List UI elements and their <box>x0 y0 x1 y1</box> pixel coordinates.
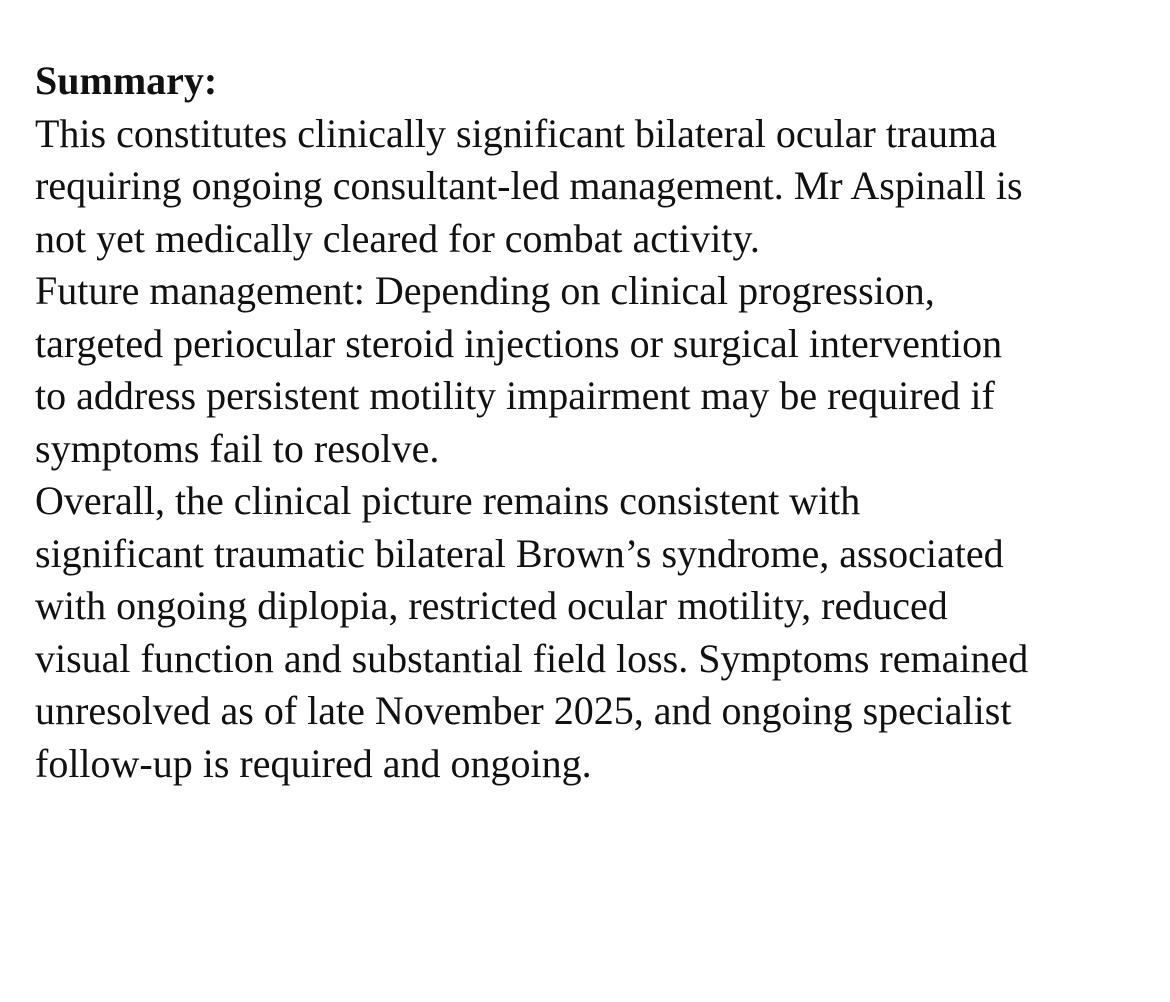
text-line: significant traumatic bilateral Brown’s syndrome, associated <box>35 530 1004 576</box>
summary-heading: Summary: <box>35 58 218 103</box>
text-line: with ongoing diplopia, restricted ocular motility, reduced <box>35 583 948 628</box>
text-line: unresolved as of late November 2025, and ongoing specialist <box>35 688 1012 733</box>
text-line: follow-up is required and ongoing. <box>35 740 592 786</box>
text-line: not yet medically cleared for combat activity. <box>35 215 760 261</box>
paragraph-overall-picture <box>35 475 1165 790</box>
paragraph-trauma-assessment <box>35 108 1165 266</box>
text-line: targeted periocular steroid injections or surgical intervention <box>35 320 1003 366</box>
document-body <box>35 55 1165 790</box>
text-line: to address persistent motility impairment may be required if <box>35 373 995 418</box>
text-line: Overall, the clinical picture remains consistent with <box>35 478 861 523</box>
text-line: symptoms fail to resolve. <box>35 425 440 471</box>
text-line: requiring ongoing consultant-led management. Mr Aspinall is <box>35 163 1023 208</box>
text-line: Future management: Depending on clinical progression, <box>35 268 935 313</box>
paragraph-future-management <box>35 265 1165 475</box>
text-line: visual function and substantial field loss. Symptoms remained <box>35 635 1029 681</box>
text-line: This constitutes clinically significant bilateral ocular trauma <box>35 110 997 156</box>
